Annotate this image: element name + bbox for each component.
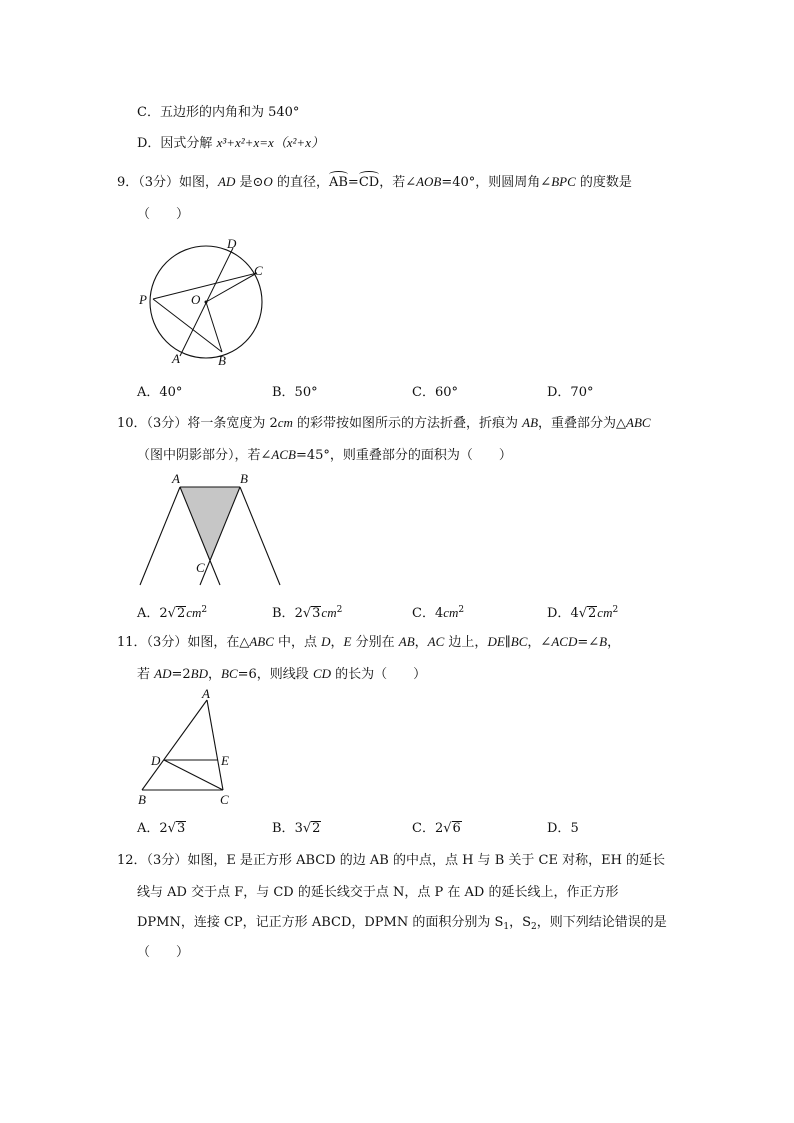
q10-option-a-coef: 2: [159, 606, 168, 621]
q10-l1c: AB: [522, 415, 539, 430]
q11-l1n: BC: [510, 634, 528, 649]
q10-option-b-exp: 2: [336, 605, 343, 615]
q9-option-c: C．60°: [412, 385, 458, 400]
q11-l1r: B: [599, 634, 608, 649]
q11-l1q: =∠: [577, 635, 600, 650]
q11-l2e: ，: [208, 667, 222, 682]
q12-stem-line3: [137, 914, 667, 936]
q9-text-e: ，若∠: [379, 175, 417, 190]
q10-l2c: =45°，则重叠部分的面积为（ ）: [295, 448, 512, 463]
q12-l3-sub2: 2: [531, 922, 537, 932]
q8-option-c: C．五边形的内角和为 540°: [137, 105, 300, 120]
q9-label-c: C: [254, 263, 263, 278]
q11-l1o: ，∠: [527, 635, 552, 650]
q9-paren: （ ）: [137, 207, 190, 222]
q10-label-c: C: [196, 560, 205, 575]
q11-l1p: ACD: [551, 634, 578, 649]
q10-option-a-exp: 2: [201, 605, 208, 615]
q10-option-a-unit: cm: [186, 605, 202, 620]
q11-l1g: 分别在: [351, 635, 399, 650]
q10-figure: [132, 470, 292, 590]
q11-l2h: CD: [312, 666, 331, 681]
q9-number: 9．（3分）如图，: [117, 175, 219, 190]
q10-stem-line1: [117, 414, 651, 433]
q11-option-d-coef: 5: [570, 821, 579, 836]
q11-figure: [130, 688, 250, 810]
q11-l1f: E: [343, 634, 352, 649]
q10-l1b: 的彩带按如图所示的方法折叠，折痕为: [292, 416, 523, 431]
q10-l1d: ，重叠部分为△: [538, 416, 627, 431]
q11-option-c-letter: C．: [412, 821, 435, 836]
q10-l2b: ACB: [271, 447, 296, 462]
q10-option-b-rad: 3: [312, 606, 321, 621]
q9-arc-ab: AB: [328, 175, 348, 190]
q11-l1m: ∥: [504, 635, 511, 650]
q12-stem-line2: 线与 AD 交于点 F，与 CD 的延长线交于点 N，点 P 在 AD 的延长线上，作正方形: [137, 885, 619, 900]
q11-option-d: [547, 820, 579, 838]
q10-option-b: B．$2√3cm^2$: [272, 605, 343, 621]
q11-label-c: C: [220, 792, 229, 807]
q11-l2i: 的长为（ ）: [331, 667, 427, 682]
q9-text-b: 是⊙: [235, 175, 264, 190]
q11-label-b: B: [138, 792, 146, 807]
q10-option-a: A．$2√2cm^2$: [137, 605, 208, 621]
q9-text-d: 的直径，: [272, 175, 329, 190]
q9-label-a: A: [172, 351, 180, 366]
q8-option-d-expr: x³+x²+x=x（x²+x）: [216, 135, 324, 150]
q10-option-a-letter: A．: [137, 606, 160, 621]
q10-label-b: B: [240, 471, 248, 486]
q9-arc-cd: CD: [358, 175, 380, 190]
q12-l3b: ，S: [509, 915, 532, 930]
q9-ad: AD: [218, 174, 236, 189]
q11-l1s: ，: [607, 635, 621, 650]
q9-eq: =: [347, 175, 359, 190]
q11-option-a-letter: A．: [137, 821, 160, 836]
q9-aob: AOB: [416, 174, 442, 189]
q9-label-p: P: [139, 292, 147, 307]
q10-l1-unit: cm: [277, 415, 293, 430]
q11-label-e: E: [221, 753, 229, 768]
q10-option-c-exp: 2: [458, 605, 465, 615]
q9-bpc: BPC: [551, 174, 576, 189]
q11-l1e: ，: [330, 635, 344, 650]
q11-stem-line1: [117, 633, 620, 652]
q11-option-a: A．2√3: [137, 821, 186, 836]
q10-option-b-letter: B．: [272, 606, 295, 621]
q11-l1k: 边上，: [444, 635, 488, 650]
q11-option-b-coef: 3: [294, 821, 303, 836]
q11-option-a-coef: 2: [159, 821, 168, 836]
q10-stem-line2: [137, 446, 512, 465]
q9-text-g: =40°，则圆周角∠: [441, 175, 552, 190]
q10-option-d-exp: 2: [612, 605, 619, 615]
q11-label-d: D: [151, 753, 161, 768]
q11-l2b: AD: [154, 666, 172, 681]
q9-option-d: D．70°: [547, 385, 594, 400]
q11-option-c-rad: 6: [452, 821, 461, 836]
q11-l2g: =6，则线段: [237, 667, 313, 682]
q10-option-a-rad: 2: [176, 606, 186, 621]
q11-l1j: AC: [427, 634, 445, 649]
q12-paren: （ ）: [137, 945, 190, 960]
q10-option-c-unit: cm: [443, 605, 459, 620]
q10-option-d-letter: D．: [547, 606, 571, 621]
q11-l1l: DE: [487, 634, 505, 649]
q12-l3c: ，则下列结论错误的是: [536, 915, 667, 930]
q9-figure: [130, 232, 280, 372]
q9-stem: [117, 173, 632, 192]
q11-option-b: B．3√2: [272, 821, 321, 836]
q11-l2f: BC: [221, 666, 238, 681]
q9-text-i: 的度数是: [575, 175, 632, 190]
q11-l1d: D: [321, 634, 331, 649]
q9-label-b: B: [218, 353, 226, 368]
q10-l1e: ABC: [626, 415, 651, 430]
q12-l3a: DPMN，连接 CP，记正方形 ABCD，DPMN 的面积分别为 S: [137, 915, 504, 930]
q11-l1c: 中，点: [273, 635, 322, 650]
q9-option-b: B．50°: [272, 385, 318, 400]
q10-label-a: A: [172, 471, 180, 486]
q11-l1i: ，: [414, 635, 428, 650]
q9-option-a: A．40°: [137, 385, 183, 400]
q10-l1a: 10．（3分）将一条宽度为 2: [117, 416, 278, 431]
q11-stem-line2: [137, 665, 426, 684]
q8-option-d-prefix: D．因式分解: [137, 136, 217, 151]
q11-l2c: =2: [171, 667, 191, 682]
q11-option-c-coef: 2: [434, 821, 444, 836]
q9-label-o: O: [191, 292, 201, 307]
q11-l1a: 11．（3分）如图，在△: [117, 635, 250, 650]
q11-l2a: 若: [137, 667, 155, 682]
q9-o: O: [263, 174, 273, 189]
q10-option-d-unit: cm: [597, 605, 613, 620]
q10-option-c-letter: C．: [412, 606, 435, 621]
q10-option-d-coef: 4: [570, 606, 579, 621]
q11-option-b-rad: 2: [312, 821, 321, 836]
q10-l2a: （图中阴影部分），若∠: [137, 448, 272, 463]
q11-option-a-rad: 3: [176, 821, 186, 836]
q10-option-c: [412, 601, 464, 623]
q9-label-d: D: [227, 236, 237, 251]
q10-option-d: D．$4√2cm^2$: [547, 605, 619, 621]
q11-label-a: A: [202, 688, 210, 701]
q8-option-d: [137, 134, 324, 153]
q11-option-d-letter: D．: [547, 821, 571, 836]
q10-option-d-rad: 2: [588, 606, 597, 621]
q11-l2d: BD: [190, 666, 208, 681]
q12-stem-line1: 12．（3分）如图，E 是正方形 ABCD 的边 AB 的中点，点 H 与 B 关于 CE 对称，EH 的延长: [117, 853, 666, 868]
q10-option-c-coef: 4: [434, 606, 444, 621]
q11-option-c: C．2√6: [412, 821, 461, 836]
q11-option-b-letter: B．: [272, 821, 295, 836]
q11-l1h: AB: [398, 634, 415, 649]
q10-option-b-coef: 2: [294, 606, 303, 621]
q12-l3-sub1: 1: [503, 922, 510, 932]
q10-option-b-unit: cm: [321, 605, 337, 620]
q11-l1b: ABC: [249, 634, 274, 649]
